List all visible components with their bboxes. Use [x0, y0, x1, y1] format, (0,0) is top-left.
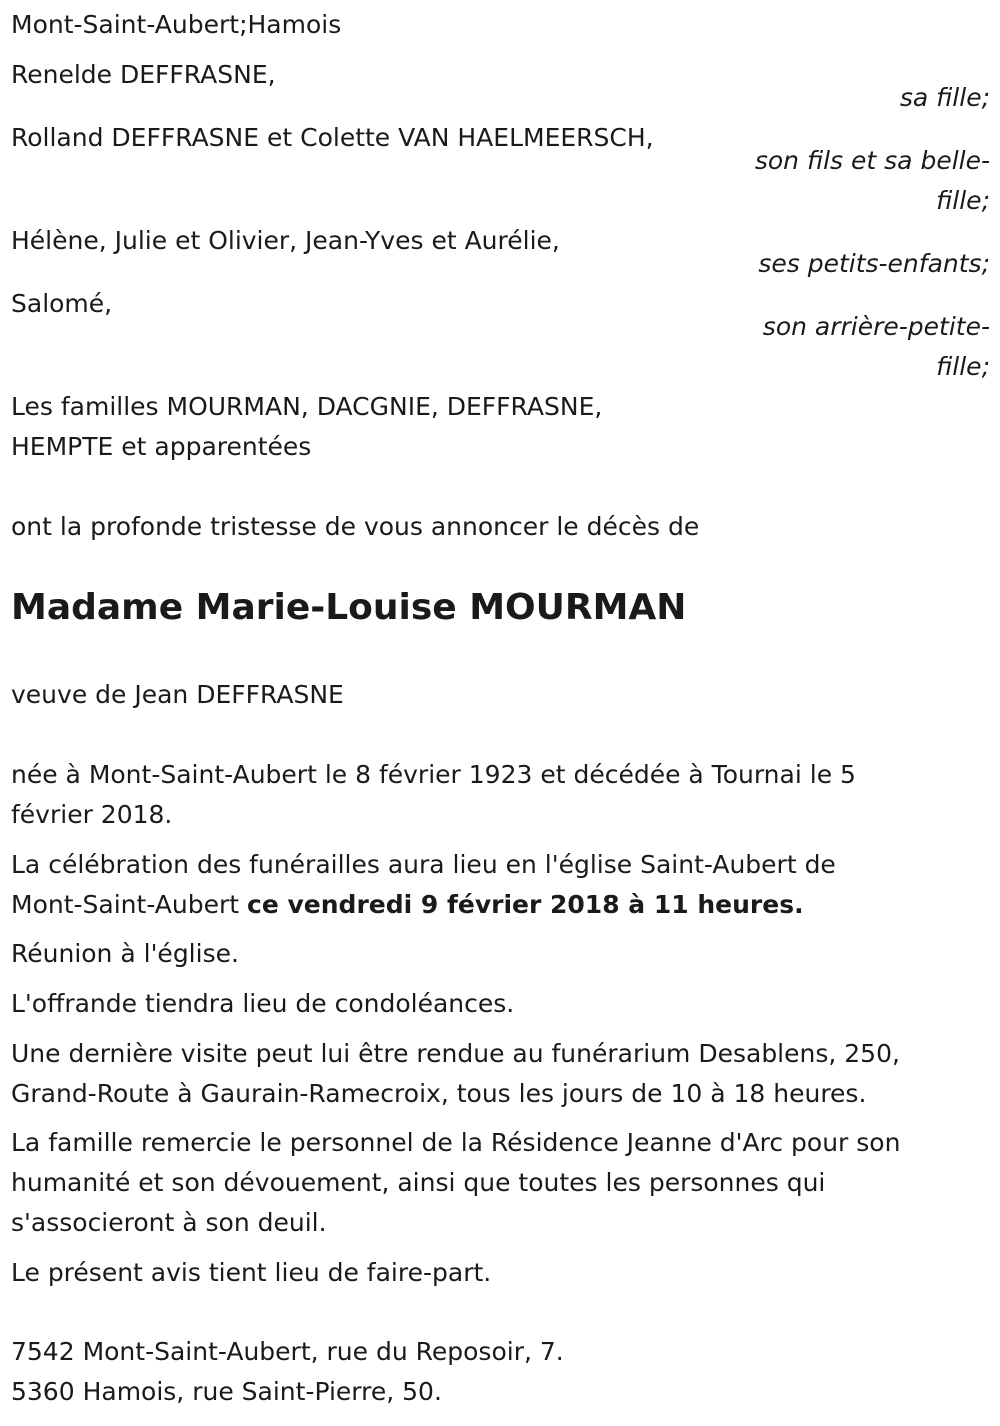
- thanks-text: La famille remercie le personnel de la Résidence Jeanne d'Arc pour son: [11, 1128, 901, 1157]
- extended-families: Les familles MOURMAN, DACGNIE, DEFFRASNE,: [11, 392, 603, 421]
- birth-death-dates: février 2018.: [11, 800, 173, 829]
- places-header: Mont-Saint-Aubert;Hamois: [11, 10, 342, 39]
- ceremony-place: Mont-Saint-Aubert: [11, 890, 248, 919]
- family-member-relation: son arrière-petite-: [762, 312, 990, 341]
- family-member-relation: ses petits-enfants;: [758, 249, 990, 278]
- offering-info: L'offrande tiendra lieu de condoléances.: [11, 989, 515, 1018]
- visit-info: Une dernière visite peut lui être rendue au funérarium Desablens, 250,: [11, 1039, 900, 1068]
- family-member-name: Renelde DEFFRASNE,: [11, 60, 276, 89]
- family-member-name: Hélène, Julie et Olivier, Jean-Yves et Aurélie,: [11, 226, 560, 255]
- ceremony-datetime: ce vendredi 9 février 2018 à 11 heures.: [247, 890, 804, 919]
- family-member-name: Salomé,: [11, 289, 113, 318]
- meeting-info: Réunion à l'église.: [11, 939, 239, 968]
- address-line: 5360 Hamois, rue Saint-Pierre, 50.: [11, 1377, 442, 1406]
- deceased-name: Madame Marie-Louise MOURMAN: [11, 587, 687, 628]
- family-member-relation: fille;: [936, 186, 990, 215]
- announcement-text: ont la profonde tristesse de vous annoncer le décès de: [11, 512, 700, 541]
- family-member-name: Rolland DEFFRASNE et Colette VAN HAELMEERSCH,: [11, 123, 654, 152]
- visit-info: Grand-Route à Gaurain-Ramecroix, tous les jours de 10 à 18 heures.: [11, 1079, 867, 1108]
- notice-text: Le présent avis tient lieu de faire-part.: [11, 1258, 492, 1287]
- family-member-relation: sa fille;: [899, 83, 990, 112]
- thanks-text: humanité et son dévouement, ainsi que toutes les personnes qui: [11, 1168, 826, 1197]
- ceremony-info: [11, 885, 804, 925]
- family-member-relation: fille;: [936, 352, 990, 381]
- widow-of: veuve de Jean DEFFRASNE: [11, 680, 344, 709]
- family-member-relation: son fils et sa belle-: [754, 146, 990, 175]
- birth-death-dates: née à Mont-Saint-Aubert le 8 février 1923 et décédée à Tournai le 5: [11, 760, 856, 789]
- address-line: 7542 Mont-Saint-Aubert, rue du Reposoir, 7.: [11, 1337, 564, 1366]
- extended-families: HEMPTE et apparentées: [11, 432, 312, 461]
- thanks-text: s'associeront à son deuil.: [11, 1208, 327, 1237]
- ceremony-info: La célébration des funérailles aura lieu en l'église Saint-Aubert de: [11, 850, 836, 879]
